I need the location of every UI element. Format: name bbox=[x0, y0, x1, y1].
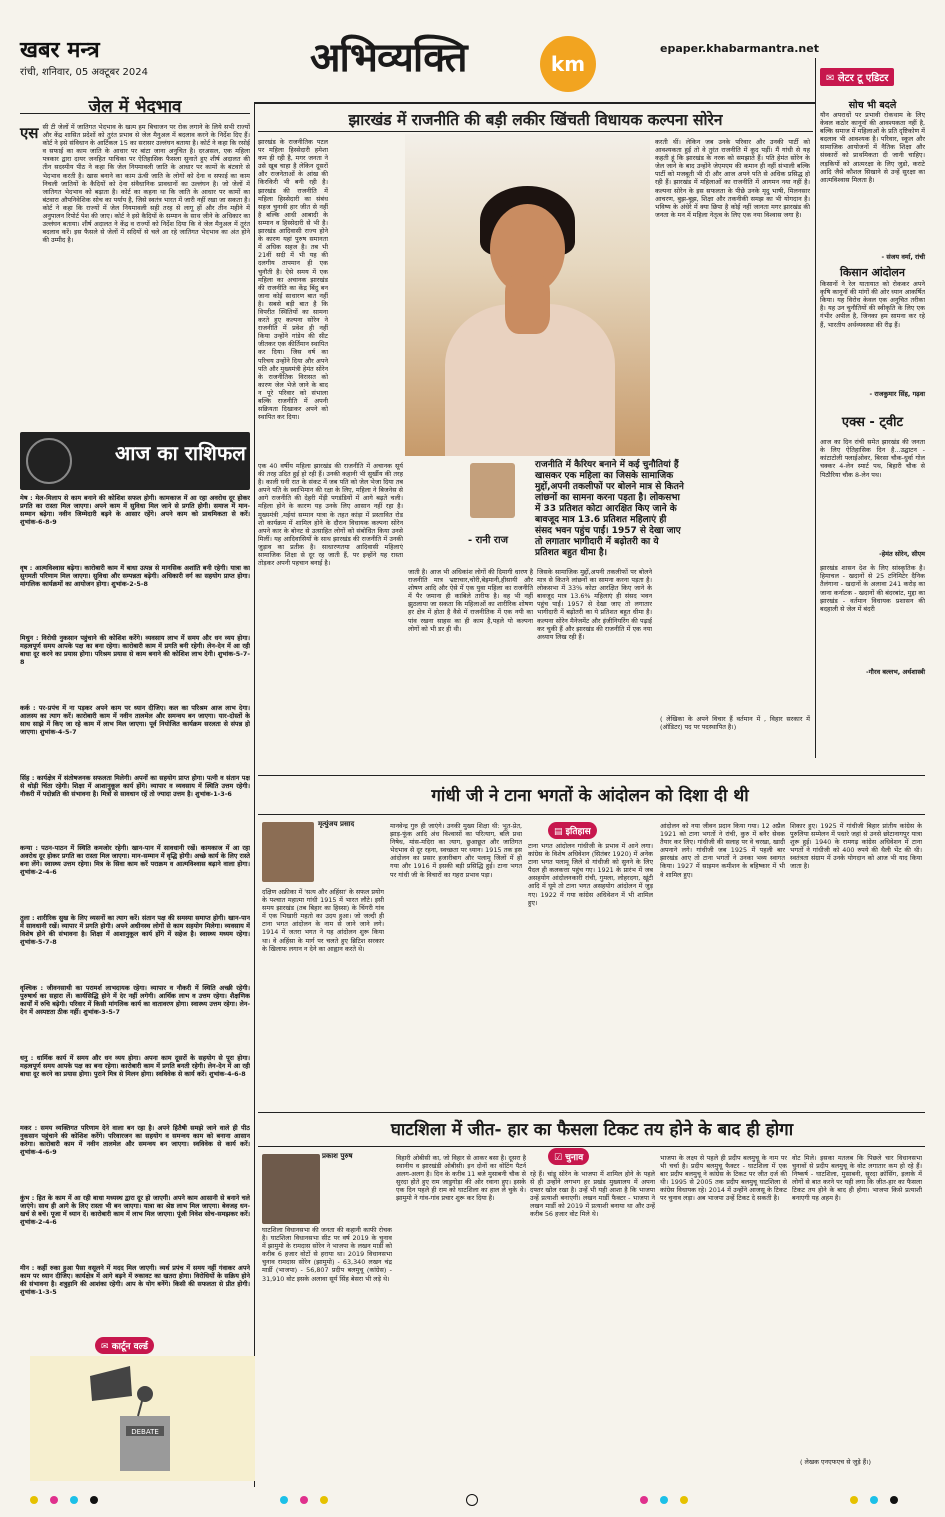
letters-tag-label: लेटर टू एडिटर bbox=[837, 73, 889, 84]
rashi-entry: मीन : कहीं रुका हुआ पैसा वसूलने में मदद मिल जाएगी। व्यर्थ प्रपंच में समय नहीं गंवाकर अपने काम पर ध्यान दीजिए। कार्यक्षेत्र में आगे बढ़ने में रुकावट का खतरा होगा। विरोधियों के सक्रिय होने की संभावना है। शत्रुहानि की आशंका रहेगी। आप के योग बनेंगे। किसी की सफलता से प्रीत होगी। शुभांक-1-3-5 bbox=[20, 1264, 250, 1297]
letter-sign: - संजय वर्मा, रांची bbox=[881, 253, 925, 261]
letters-tag bbox=[820, 68, 894, 86]
cartoon-tag bbox=[95, 1337, 154, 1354]
letter-sign: - राजकुमार सिंह, गढ़वा bbox=[869, 390, 925, 399]
divider bbox=[258, 1112, 925, 1113]
letter-title: सोच भी बदले bbox=[848, 100, 897, 111]
rashi-entry: धनु : धार्मिक कार्य में समय और धन व्यय होगा। अपना काम दूसरों के सहयोग से पूरा होगा। महत्वपूर्ण समय आपके पक्ष का बना रहेगा। कारोबारी काम में प्रगति बनती रहेगी। लेन-देन में आ रही बाधा दूर करने का प्रयास होगा। पुराने मित्र से मिलन होगा। स्वविवेक से कार्य करें। शुभांक-4-6-8 bbox=[20, 1054, 250, 1079]
letter-body: आज का दिन रांची समेत झारखंड की जनता के लिए ऐतिहासिक दिन है...उद्घाटन - कांटाटोली फ्लाईओवर, बिरसा चौक-धुर्वा गोल चक्कर 4-लेन स्मार्ट पथ, बिहारी चौक से पिठौरिया चौक 8-लेन पथ। bbox=[820, 438, 925, 479]
rashifal-banner bbox=[20, 432, 250, 490]
lead-col-5: करती थीं। लेकिन जब उनके परिवार और उनकी पार्टी को आवश्यकता हुई तो वे तुरंत राजनीति में कूद पड़ीं। मैं गांधी से यह कहती हूं कि झारखंड के नरक को समझाते हैं। पति हेमंत सोरेन के जेल जाने के बाद उन्होंने जेएमएम की कमान ही नहीं संभाली बल्कि पार्टी को मजबूती भी दी और आज अपने पति से अधिक प्रसिद्ध हो रही हैं। झारखंड में महिलाओं का राजनीति में आगमन नया नहीं है। कल्पना सोरेन के इस सफलता के पीछे उनके मृदु भाषी, मिलनसार आचरण, बुझ-बूझ, शिक्षा और तकनीकी समझ का भी योगदान है। भविष्य के अंधेरे में क्या छिपा है कोई नहीं जानता मगर झारखंड की जनता के मन में महिला नेतृत्व के लिए एक नया विश्वास जगा है। bbox=[655, 138, 810, 219]
lead-col-4: जिसके सामाजिक मुद्दों,अपनी तकलीफों पर बोलने मात्र से कितने लांछनों का सामना करना पड़ता है। लोकसभा में 33% कोटा आरक्षित किए जाने के बावजूद मात्र 13.6% महिलाएं ही संसद भवन पहुंच पाईं। 1957 से देखा जाए तो लगातार भागीदारी में बढ़ोतरी का ये प्रतिशत बहुत धीमा है। कल्पना सोरेन मैनेजमेंट और इंजीनियरिंग की पढ़ाई कर चुकी हैं और झारखंड की राजनीति में एक नया अध्याय लिख रही हैं। bbox=[537, 568, 652, 641]
ghatshila-col-4: भाजपा के लक्ष्य से पहले ही प्रदीप बलमुचू के नाम पर भी चर्चा है। प्रदीप बलमुचू फैक्टर - घाटशिला में एक बार प्रदीप बलमुचू ने कांग्रेस के टिकट पर जीत दर्ज की थी। 1995 से 2005 तक प्रदीप बलमुचू घाटशिला से कांग्रेस विधायक रहे। 2014 में उन्होंने आजसू के टिकट पर चुनाव लड़ा। अब भाजपा उन्हें टिकट दे सकती है। bbox=[660, 1154, 787, 1203]
rashi-entry: मकर : समय व्यक्तिगत परिणाम देने वाला बन रहा है। अपने हितैषी समझे जाने वाले ही पीठ नुकसान पहुंचाने की कोशिश करेंगे। परिवारजन का सहयोग व समन्वय काम को बनाना आसान करेगा। कारोबारी काम में नवीन तालमेल और समन्वय बन जाएगा। स्वविवेक से कार्य करें। शुभांक-4-6-9 bbox=[20, 1124, 250, 1157]
rashi-entry: वृष : आत्मविश्वास बढ़ेगा। कारोबारी काम में बाधा उत्पन्न से मानसिक अशांति बनी रहेगी। यात्रा का सुगमती परिणाम मिल जाएगा। सुविधा और सम्पन्नता बढ़ेगी। अधिकारी वर्ग का सहयोग प्राप्त होगा। मांगलिक कार्यक्रमों का आयोजन होगा। शुभांक-2-5-8 bbox=[20, 564, 250, 589]
divider bbox=[255, 102, 815, 104]
column-divider bbox=[254, 102, 255, 1487]
pull-quote: राजनीति में कैरियर बनाने में कई चुनौतियां हैं खासकर एक महिला का जिसके सामाजिक मुद्दों,अपनी तकलीफों पर बोलने मात्र से कितने लांछनों का सामना करना पड़ता है। लोकसभा में 33 प्रतिशत कोटा आरक्षित किए जाने के बावजूद मात्र 13.6 प्रतिशत महिलाएं ही संसद भवन पहुंच पाईं। 1957 से देखा जाए तो लगातार भागीदारी में बढ़ोतरी का ये प्रतिशत बहुत धीमा है। bbox=[535, 460, 684, 558]
history-tag-label: इतिहास bbox=[565, 827, 591, 837]
website-link[interactable]: epaper.khabarmantra.net bbox=[660, 42, 819, 55]
ballot-icon: ☑ bbox=[554, 1153, 566, 1163]
lead-col-1: झारखंड के राजनीतिक पटल पर महिला हिस्सेदारी हमेशा कम ही रही है, मगर जनता ने उसे खूब चाहा है लेकिन दूसरों और राजनेताओं के आंख की किरकिरी भी बनी रही है। झारखंड की राजनीति में महिला हिस्सेदारी का संबंध सहज चुनावी हार जीत से नहीं है बल्कि आधी आबादी के सम्मान व हिस्सेदारी से भी है। झारखंड आदिवासी राज्य होने के कारण यहां पुरुष समानता में अधिक सहज है। तब भी 21वीं सदी में भी यह की दलगीय तापमान ही एक चुनौती है। ऐसे समय में एक महिला का अचानक झारखंड की राजनीति का केंद्र बिंदु बन जाना कोई साधारण बात नहीं है। सबसे बड़ी बात है कि विपरीत स्थितियों का सामना करते हुए कल्पना सोरेन ने राजनीति में प्रवेश ही नहीं किया उन्होंने गांडेय की सीट जीतकर एक कीर्तिमान स्थापित कर दिया। जिस वर्ष का परिचय उन्होंने दिया और अपने पति और मुख्यमंत्री हेमंत सोरेन के राजनीतिक विरासत को कारण जेल भेजे जाने के बाद न पूरे परिवार को संभाला बल्कि राजनीति में अपनी सक्रियता दिखाकर अपने को स्थापित कर दिया। bbox=[258, 138, 328, 422]
letter-sign: -हेमंत सोरेन, सीएम bbox=[879, 550, 925, 559]
editorial-title: जेल में भेदभाव bbox=[88, 97, 182, 117]
author-photo bbox=[262, 1154, 320, 1224]
gandhi-headline: गांधी जी ने टाना भगतों के आंदोलन को दिशा दी थी bbox=[431, 786, 749, 806]
ghatshila-headline: घाटशिला में जीत- हार का फैसला टिकट तय होने के बाद ही होगा bbox=[390, 1120, 794, 1140]
ghatshila-col-2: विहारी ओबीसी का, जो विहार से आकर बसा है। दूसरा है स्थानीय व झारखंडी ओबीसी। इन दोनों का वोटिंग पैटर्न अलग-अलग है। दिन के करीब 11 बजे मुसाबनी चौक से सुरदा होते हुए राम जाडुगोड़ा की ओर रवाना हुए। इसके एक दिन पहले ही राम को घाटशिला का हाल ले चुके थे। झामुमो ने गांव-गांव प्रचार शुरू कर दिया है। bbox=[396, 1154, 526, 1203]
author-photo bbox=[470, 463, 515, 518]
lead-col-3: जाती है। आज भी अधिकांश लोगों की दिमागी धारण है राजनीति मात्र भ्रष्टाचार,चोरी,बेइमानी,हीसायी और शोषण आदि और ऐसे में एक युवा महिला का राजनीति में पैर जमाना ही काबिले तारीफ है। वह भी नहीं झुठलाया जा सकता कि महिलाओं का शारीरिक शोषण हर क्षेत्र में होता है वैसे में राजनीतिक में एक नयी का पांव रखना साहस का ही काम है,पहले यो कल्पना लोगों को भी डर ही थी। bbox=[408, 568, 533, 633]
book-icon: ▤ bbox=[554, 827, 566, 837]
letters-column bbox=[820, 98, 925, 676]
dateline: रांची, शनिवार, 05 अक्टूबर 2024 bbox=[20, 67, 148, 78]
cartoon-tag-label: कार्टून वर्ल्ड bbox=[111, 1342, 148, 1352]
author-photo bbox=[262, 822, 314, 882]
podium-illustration bbox=[30, 1356, 255, 1481]
gandhi-author: मृत्युंजय प्रसाद bbox=[318, 820, 355, 828]
ghatshila-col-3: रहे हैं। चांडू सोरेन के भाजपा में शामिल होने के पहले से ही उन्होंने लगभग हर प्रखंड मुख्यालय में अपना दफ्तर खोल रखा है। उन्हें भी यही आशा है कि भाजपा उन्हें प्रत्याशी बनाएगी। लखन मार्डी फैक्टर - भाजपा ने लखन मार्डी को 2019 में प्रत्याशी बनाया था और उन्हें करीब 56 हजार वोट मिले थे। bbox=[530, 1170, 655, 1219]
drop-word: एस bbox=[20, 124, 39, 142]
zodiac-wheel-icon bbox=[26, 438, 72, 484]
lead-footnote: ( लेखिका के अपने विचार हैं वर्तमान में , विहार सरकार में (ऑडिटर) पद पर पदस्थापित है।) bbox=[660, 715, 810, 732]
lead-col-1b bbox=[333, 138, 403, 458]
column-divider bbox=[815, 58, 816, 758]
letter-body: किसानों ने रेल यातायात को रोककर अपने कृषि कानूनों की मांगों की ओर ध्यान आकर्षित किया। यह विरोध केवल एक अनुचित तरीका है। यह उन चुनौतियों की स्वीकृति के लिए एक गंभीर अपील है, जिनका हम सामना कर रहे हैं, भारतीय अर्थव्यवस्था की रीढ़ हैं। bbox=[820, 280, 925, 329]
letter-title: किसान आंदोलन bbox=[839, 266, 905, 280]
rashifal-title: आज का राशिफल bbox=[115, 441, 246, 465]
section-title: अभिव्यक्ति bbox=[310, 34, 467, 81]
gandhi-col-4: आंदोलन को नया जीवन प्रदान किया गया। 12 अप्रैल 1921 को टाना भगतों ने रांची, कुरु में बनैर सेवक तैयार कर लिए। गांधीजी की सलाह पर वे चरखा, खादी अपनाने लगे। गांधीजी जब 1925 में पहली बार झारखंड आए तो टाना भगतों ने उनका भव्य स्वागत किया। 1927 में साइमन कमीशन के बहिष्कार में भी वे शामिल हुए। bbox=[660, 822, 785, 879]
gandhi-col-3: टाना भगत आंदोलन गांधीजी के प्रभाव में आने लगा। कांग्रेस के विशेष अधिवेशन (सितंबर 1920) में अनेक टाना भगत पलामू जिले से गांधीजी को सुनने के लिए पैदल ही कलकत्ता पहुंच गए। 1921 के प्रारंभ में जब असहयोग आंदोलनकारी रांची, गुमला, लोहरदगा, खूंटी आदि में घूमे तो टाना भगत असहयोग आंदोलन में जुड़ गए। 1922 में गया कांग्रेस अधिवेशन में भी शामिल हुए। bbox=[528, 842, 653, 907]
editorial bbox=[20, 94, 250, 407]
election-tag-label: चुनाव bbox=[565, 1153, 584, 1163]
envelope-icon: ✉ bbox=[101, 1342, 112, 1352]
podium-sign: DEBATE bbox=[131, 1428, 159, 1436]
rashi-entry: वृश्चिक : जीवनसाथी का परामर्श लाभदायक रहेगा। व्यापार व नौकरी में स्थिति अच्छी रहेगी। पुरुषार्थ का सहारा लें। कार्यसिद्धि होने में देर नहीं लगेगी। आर्थिक लाभ व उत्तम रहेगा। शैक्षणिक कार्यों में रुचि बढ़ेगी। परिवार में किसी मांगलिक कार्य का वातावरण होगा। स्वास्थ्य उत्तम रहेगा। लेन-देन में अस्पष्टता ठीक नहीं। शुभांक-3-5-7 bbox=[20, 984, 250, 1017]
rashi-entry: मिथुन : विरोधी नुकसान पहुंचाने की कोशिश करेंगे। व्यवसाय लाभ में समय और धन व्यय होगा। महत्वपूर्ण समय आपके पक्ष का बना रहेगा। कारोबारी काम में प्रगति बनी रहेगी। लेन-देन में आ रही बाधा दूर करने का प्रयास होगा। परिश्रम प्रयास से काम बनाने की कोशिश लाभ देगी। शुभांक-5-7-8 bbox=[20, 634, 250, 667]
gandhi-col-2: मानवेन्द्र गुरु ही जाएंगे। उनकी मुख्य शिक्षा थी: भूत-प्रेत, झाड़-फूंक आदि अंध विश्वासों का परित्याग, बलि प्रथा निषेध, मांस-मदिरा का त्याग, छुआछूत और जातिगत भेदभाव से दूर रहना, स्वच्छता पर ध्यान। 1915 तक इस आंदोलन का प्रसार हजारीबाग और पलामू जिलों में हो गया और 1916 में इसकी बड़ी प्रसिद्धि हुई। टाना भगत पर गांधी जी के विचारों का गहरा प्रभाव पड़ा। bbox=[390, 822, 522, 879]
letter-title: एक्स - ट्वीट bbox=[841, 415, 904, 431]
letter-body: यौन अपराधों पर प्रभावी रोकथाम के लिए केवल कठोर कानूनों की आवश्यकता नहीं है, बल्कि समाज में महिलाओं के प्रति दृष्टिकोण में बदलाव भी आवश्यक है। परिवार, स्कूल और सामाजिक आयोजनों में नैतिक शिक्षा और संस्कारों को प्राथमिकता दी जानी चाहिए। लड़कियों को आत्मरक्षा के लिए जुडो, कराटे आदि जैसे कौशल सिखाने से उन्हें सुरक्षा का आत्मविश्वास मिलता है। bbox=[820, 111, 925, 184]
author-name: - रानी राज bbox=[468, 535, 509, 546]
history-tag bbox=[548, 822, 597, 839]
divider bbox=[258, 775, 925, 776]
gandhi-col-5: शिकार हुए। 1925 में गांधीजी बिहार प्रांतीय कांग्रेस के पुरुलिया सम्मेलन में पधारे जहां से उनसे छोटानागपुर यात्रा शुरू हुई। 1940 के रामगढ़ कांग्रेस अधिवेशन में टाना भगतों ने गांधीजी को 400 रुपये की थैली भेंट की थी। स्वतंत्रता संग्राम में उनके योगदान को आज भी याद किया जाता है। bbox=[790, 822, 922, 871]
lead-col-5b bbox=[655, 470, 810, 710]
ghatshila-footnote: ( लेखक एनएफएच से जुड़े हैं।) bbox=[800, 1458, 872, 1466]
divider bbox=[258, 131, 813, 132]
km-logo: km bbox=[540, 36, 596, 92]
gandhi-col-1: दक्षिण अफ्रीका में 'सत्य और अहिंसा' के सफल प्रयोग के पश्चात महात्मा गांधी 1915 में भारत लौटे। इसी समय झारखंड (तब बिहार का हिस्सा) के चिंगरी गांव में एक भिखारी महतो का उदय हुआ। जो जल्दी ही टाना भगत आंदोलन के नाम से जाने जाने लगे। 1914 में जतरा भगत ने यह आंदोलन शुरू किया था। वे अहिंसा के मार्ग पर चलते हुए ब्रिटिश सरकार के खिलाफ लगान न देने का आह्वान करते थे। bbox=[262, 888, 384, 953]
lead-col-2: एक 40 वर्षीय महिला झारखंड की राजनीति में अचानक सूर्य की तरह उदित हुई हो रही हैं। उनकी कहानी भी सुर्खीय की तरह है। काली घनी रात के संकट में जब पति को जेल भेजा दिया तब अपने पति के स्वाभिमान की रक्षा के लिए, महिला ने बिजनेस से आगे राजनीति की देहरी मेंड़ी पगडंडियों में आगे बढ़ते चली। महिला होने के कारण यह उनके लिए आसान नहीं रहा है। मुख्यमंत्री ,मईयां सम्मान यात्रा के तहत कांड़ा में प्रस्तावित रोड शो कार्यक्रम में शामिल होने के दौरान विधायक कल्पना सोरेन अपने कार के बोनट से उत्साहित लोगों को संबोधित किया उनसे मिलीं। यह आदिवासियों के साथ झारखंड की राजनीति में उनकी जुड़ाव का प्रतीक है। साधारणतया आदिवासी महिलाएं सामाजिक शिक्षा से दूर रह जाती हैं, पर इन्होंने यह रास्ता तोड़कर अपनी पहचान बनाई है। bbox=[258, 462, 403, 568]
rashi-entry: कन्या : पठन-पाठन में स्थिति कमजोर रहेगी। खान-पान में सावधानी रखें। कामकाज में आ रहा अवरोध दूर होकर प्रगति का रास्ता मिल जाएगा। मान-सम्मान में वृद्धि होगी। अच्छे कार्य के लिए रास्ते बना लेंगे। स्वास्थ्य उत्तम रहेगा। मित्र के सिवा काम करें पराक्रम व आत्मविश्वास बढ़ाने वाला होगा। शुभांक-2-4-6 bbox=[20, 844, 250, 877]
envelope-icon: ✉ bbox=[826, 73, 835, 84]
letter-body: झारखंड शासन देश के लिए सांस्कृतिक है। हिमाचल - खदानों से 25 टनिमिटेर दैनिक तैलंगाना - खदानों के अलावा 241 करोड़ का जाना कर्नाटक - खदानों की बंदरबांट, मुद्दा का झारखंड - वर्तमान विधायक प्रशासन की बदहाली से जेल में बंदरी bbox=[820, 564, 925, 613]
rashi-entry: सिंह : कार्यक्षेत्र में संतोषजनक सफलता मिलेगी। अपनों का सहयोग प्राप्त होगा। पत्नी व संतान पक्ष से थोड़ी चिंता रहेगी। शिक्षा में आशानुकूल कार्य होंगे। व्यापार व व्यवसाय में स्थिति उत्तम रहेगी। नौकरी में पदोन्नति की संभावना है। मित्रों से सावधान रहें तो ज्यादा उत्तम है। शुभांक-1-3-6 bbox=[20, 774, 250, 799]
ghatshila-col-1: घाटशिला विधानसभा की जनता की कहानी काफी रोचक है। घाटशिला विधानसभा सीट पर वर्ष 2019 के चुनाव में झामुमो के रामदास सोरेन ने भाजपा के लखन मार्डी को करीब 6 हजार वोटों से हराया था। 2019 विधानसभा चुनाव रामदास सोरेन (झामुमो) - 63,340 लखन चंद्र मार्डी (भाजपा) - 56,807 प्रदीप बलमुचू (कांग्रेस) - 31,910 वोट इसके अलावा सूर्य सिंह बेसरा भी लड़े थे। bbox=[262, 1226, 392, 1283]
cartoon-image bbox=[30, 1356, 255, 1481]
ghatshila-col-5: वोट मिले। इसका मतलब कि पिछले चार विधानसभा चुनावों से प्रदीप बलमुचू के वोट लगातार कम हो रहे हैं। निष्कर्ष - घाटशिला, मुसाबनी, सुरदा क्रॉसिंग, इलाके में लोगों से बात करने पर यही लगा कि जीत-हार का फैसला टिकट तय होने के बाद ही होगा। भाजपा किसे प्रत्याशी बनाएगी यह अहम है। bbox=[792, 1154, 922, 1203]
paper-name[interactable]: खबर मन्त्र bbox=[20, 38, 100, 63]
editorial-body: सी टी जेलों में जातिगत भेदभाव के खत्म हम बिचाजन पर रोक लगाने के लिये सभी राज्यों और केंद्र शासित प्रदेशों को तुरंत प्रभाव से जेल मैनुअल में बदलाव करने के निर्देश दिए हैं। कोर्ट ने इसे संविधान के आर्टिकल 15 का सरासर उल्लंघन बताया है। कोर्ट ने कहा कि रसोई व सफाई का काम जाति के आधार पर बांटा जाना अनुचित है। दरअसल, एक महिला पत्रकार द्वारा दायर जनहित याचिका पर ऐतिहासिक फैसला सुनाते हुए शीर्ष अदालत की तीन सदस्यीय पीठ ने कहा कि जेल नियमावली जाति के आधार पर कामों के बंटवारे से भेदभाव करती है। खास बनाने का काम ऊंची जाति के लोगों को देना व सफाई का काम निचली जातियों के कैदियों को देना संवैधानिक प्रावधानों का उल्लंघन है। जो जेलों में जातिगत भेदभाव को बढ़ाता है। कोर्ट का कहना था कि जाति के आधार पर कामों का बंटवारा औपनिवेशिक सोच का पर्याय है, जिसे स्वतंत्र भारत में जारी नहीं रखा जा सकता है। कोर्ट ने कहा कि राज्यों में जेल नियमावली सही तरह से लागू हों और तीन महीने में अनुपालन रिपोर्ट पेश की जाए। कोर्ट ने इसे कैदियों के सम्मान के साथ जीने के अधिकार का उल्लंघन बताया। शीर्ष अदालत ने केंद्र व राज्यों को निर्देश दिया कि वे जेल मैनुअल में तुरंत बदलाव करें। इस फैसले से जेलों में सदियों से चले आ रहे जातिगत भेदभाव का अंत होने की उम्मीद है। bbox=[42, 123, 250, 245]
rashi-entry: कुंभ : हित के काम में आ रही बाधा मध्यस्थ द्वारा दूर हो जाएगी। अपने काम आसानी से बनाने चले जाएंगे। साथ ही आगे के लिए रास्ता भी बन जाएगा। यात्रा का श्रेष्ठ लाभ मिल जाएगा। बेवजह धन-खर्च से बचें। पूजा में ध्यान दें। कारोबारी काम में लाभ मिल जाएगा। पूंजी निवेश सोच-समझकर करें। शुभांक-2-4-6 bbox=[20, 1194, 250, 1227]
divider bbox=[258, 1146, 925, 1147]
rashi-entry: मेष : मेल-मिलाप से काम बनाने की कोशिश सफल होगी। कामकाज में आ रहा अवरोध दूर होकर प्रगति का रास्ता मिल जाएगा। अपने काम में सुविधा मिल जाने से प्रगति होगी। समाज में मान-सम्मान बढ़ेगा। नवीन जिम्मेदारी बढ़ने के आसार रहेंगे। अपने काम को प्राथमिकता से करें। शुभांक-6-8-9 bbox=[20, 494, 250, 527]
ghatshila-author: प्रकाश पुरुष bbox=[322, 1152, 353, 1160]
rashi-entry: तुला : शारीरिक सुख के लिए व्यसनों का त्याग करें। संतान पक्ष की समस्या समाप्त होगी। खान-पान में सावधानी रखें। व्यापार में प्रगति होगी। अपने अधीनस्थ लोगों से काम सहयोग मिलेगा। व्यवसाय में विशेष होने की संभावना है। शिक्षा में आशानुकूल कार्य होंगे में सहेज है। स्वास्थ्य मध्यम रहेगा। शुभांक-5-7-8 bbox=[20, 914, 250, 947]
kalpana-soren-photo bbox=[405, 134, 650, 456]
divider bbox=[258, 814, 925, 815]
letter-sign: -गौरव बल्लभ, अर्थशास्त्री bbox=[866, 668, 925, 677]
rashi-entry: कर्क : पर-प्रपंच में ना पड़कर अपने काम पर ध्यान दीजिए। कल का परिश्रम आज लाभ देगा। आलस्य का त्याग करें। कारोबारी काम में नवीन तालमेल और समन्वय बन जाएगा। यार-दोस्तों के साथ साझे में किए जा रहे काम में लाभ मिल जाएगा। पूर्व नियोजित कार्यक्रम सरलता से संपन्न हो जाएगा। शुभांक-4-5-7 bbox=[20, 704, 250, 737]
rashifal-list bbox=[20, 494, 250, 1328]
lead-headline: झारखंड में राजनीति की बड़ी लकीर खिंचती विधायक कल्पना सोरेन bbox=[348, 111, 723, 129]
photo-hands bbox=[505, 274, 550, 334]
election-tag bbox=[548, 1148, 589, 1165]
